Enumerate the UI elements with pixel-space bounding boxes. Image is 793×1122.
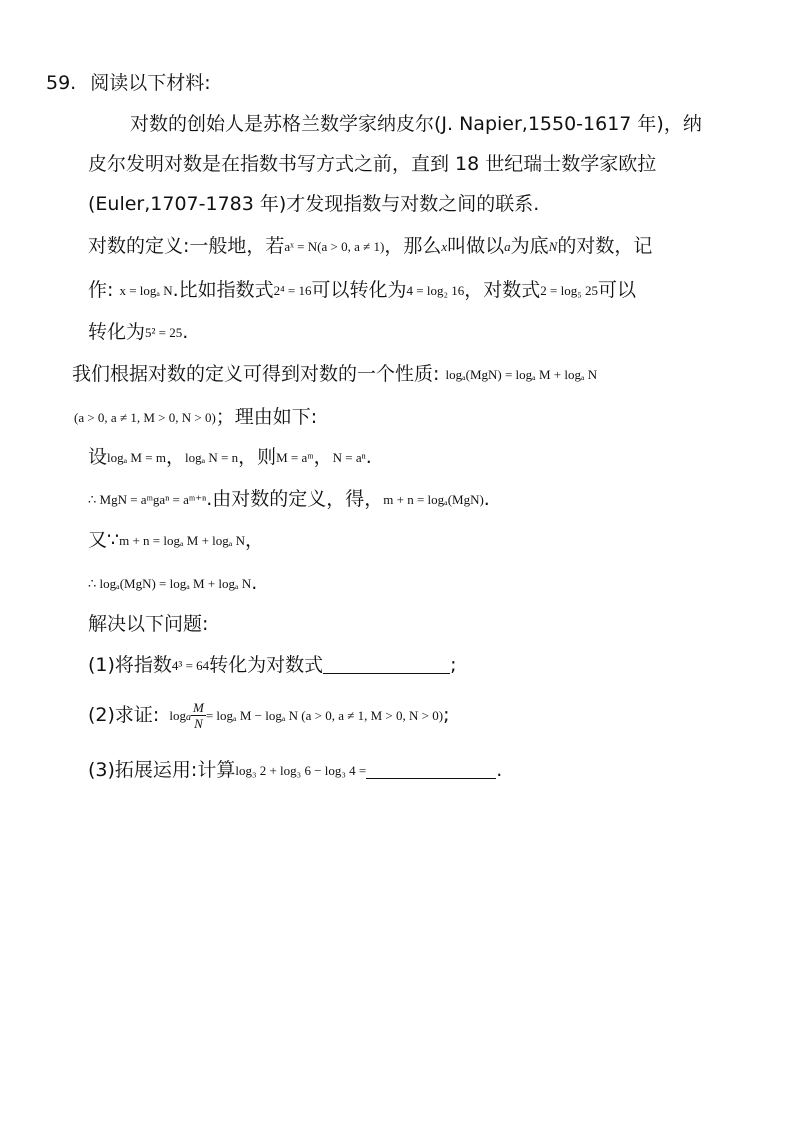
proof-again-math: m + n = logₐ M + logₐ N bbox=[119, 533, 245, 548]
proof-set-prefix: 设 bbox=[88, 446, 108, 468]
proof-n-eq-math: N = aⁿ bbox=[332, 450, 366, 465]
conversion-end: . bbox=[182, 321, 189, 343]
question-1-end: ; bbox=[450, 654, 457, 676]
example-end: 可以 bbox=[598, 279, 637, 301]
example-log2-math: 4 = log₂ 16 bbox=[406, 283, 465, 298]
proof-set-line bbox=[88, 444, 372, 471]
question-2-log-base: a bbox=[186, 712, 191, 723]
question-1-mid: 转化为对数式 bbox=[209, 654, 324, 676]
example-prefix: 作: bbox=[88, 279, 114, 301]
proof-therefore-line bbox=[88, 486, 490, 513]
question-2-fraction-numerator: M bbox=[193, 700, 204, 715]
question-1-answer-blank[interactable] bbox=[323, 653, 450, 674]
definition-var-a: a bbox=[504, 239, 511, 254]
definition-var-x: x bbox=[441, 239, 448, 254]
property-formula-math: logₐ(MgN) = logₐ M + logₐ N bbox=[445, 367, 598, 382]
question-2-fraction bbox=[191, 700, 206, 731]
property-line bbox=[72, 361, 597, 388]
example-power-math: 2⁴ = 16 bbox=[273, 283, 312, 298]
question-3-prefix: (3)拓展运用:计算 bbox=[88, 759, 236, 781]
proof-sep-3: . bbox=[365, 446, 372, 468]
question-2-fraction-denominator: N bbox=[194, 716, 203, 731]
proof-conclusion-end: . bbox=[251, 572, 258, 594]
example-line bbox=[88, 277, 636, 304]
definition-condition-math: aˣ = N(a > 0, a ≠ 1) bbox=[284, 239, 385, 254]
question-3 bbox=[88, 757, 502, 784]
conversion-math: 5² = 25 bbox=[145, 325, 183, 340]
material-line-3: (Euler,1707-1783 年)才发现指数与对数之间的联系. bbox=[88, 193, 540, 215]
question-3-answer-blank[interactable] bbox=[366, 758, 496, 779]
problem-number: 59. bbox=[46, 72, 77, 94]
definition-mid-1: ，那么 bbox=[384, 235, 442, 257]
definition-mid-3: 为底 bbox=[510, 235, 549, 257]
property-condition-end: ；理由如下: bbox=[215, 406, 318, 428]
question-1 bbox=[88, 652, 457, 679]
example-log-math: x = logₐ N bbox=[119, 283, 173, 298]
proof-m-eq-math: M = aᵐ bbox=[276, 450, 314, 465]
material-line-1: 对数的创始人是苏格兰数学家纳皮尔(J. Napier,1550-1617 年)，纳 bbox=[130, 113, 702, 135]
proof-period-1: . bbox=[483, 488, 490, 510]
proof-again-prefix: 又∵ bbox=[88, 529, 120, 551]
example-mid-2: 可以转化为 bbox=[311, 279, 407, 301]
example-mid-3: ，对数式 bbox=[464, 279, 541, 301]
proof-set-n-math: logₐ N = n bbox=[184, 450, 239, 465]
question-3-end: . bbox=[496, 759, 503, 781]
proof-sep-1: ， bbox=[165, 446, 185, 468]
property-condition-line bbox=[74, 404, 317, 431]
proof-conclusion-line bbox=[88, 570, 257, 597]
questions-intro: 解决以下问题: bbox=[88, 613, 209, 635]
problem-intro: 阅读以下材料: bbox=[90, 72, 211, 94]
property-intro: 我们根据对数的定义可得到对数的一个性质: bbox=[72, 363, 440, 385]
question-2-log: log bbox=[169, 708, 186, 723]
material-line-2: 皮尔发明对数是在指数书写方式之前，直到 18 世纪瑞士数学家欧拉 bbox=[88, 153, 657, 175]
proof-then: ，则 bbox=[238, 446, 277, 468]
proof-conclusion-math: ∴ logₐ(MgN) = logₐ M + logₐ N bbox=[88, 576, 252, 591]
definition-mid-2: 叫做以 bbox=[447, 235, 505, 257]
question-1-math: 4³ = 64 bbox=[171, 658, 210, 673]
proof-again-end: ， bbox=[244, 529, 264, 551]
proof-mn-math: m + n = logₐ(MgN) bbox=[383, 492, 484, 507]
proof-therefore-math: ∴ MgN = aᵐgaⁿ = aᵐ⁺ⁿ bbox=[88, 492, 207, 507]
proof-by-definition: .由对数的定义，得， bbox=[206, 488, 384, 510]
property-condition-math: (a > 0, a ≠ 1, M > 0, N > 0) bbox=[74, 410, 216, 425]
question-2-rest-math: = logₐ M − logₐ N (a > 0, a ≠ 1, M > 0, N > 0) bbox=[205, 708, 444, 723]
example-mid-1: .比如指数式 bbox=[172, 279, 274, 301]
conversion-line bbox=[88, 319, 188, 346]
question-2-end: ; bbox=[443, 704, 450, 726]
proof-sep-2: ， bbox=[313, 446, 333, 468]
problem-header bbox=[46, 70, 211, 96]
definition-end: 的对数，记 bbox=[557, 235, 653, 257]
question-2-prefix: (2)求证: bbox=[88, 704, 160, 726]
question-1-prefix: (1)将指数 bbox=[88, 654, 172, 676]
example-log5-math: 2 = log₅ 25 bbox=[540, 283, 599, 298]
proof-set-m-math: logₐ M = m bbox=[107, 450, 166, 465]
question-2 bbox=[88, 700, 449, 731]
definition-prefix: 对数的定义:一般地，若 bbox=[88, 235, 285, 257]
conversion-prefix: 转化为 bbox=[88, 321, 146, 343]
definition-line bbox=[88, 233, 652, 260]
question-3-math: log₃ 2 + log₃ 6 − log₃ 4 = bbox=[235, 763, 367, 778]
proof-again-line bbox=[88, 527, 264, 554]
definition-var-n: N bbox=[548, 239, 558, 254]
